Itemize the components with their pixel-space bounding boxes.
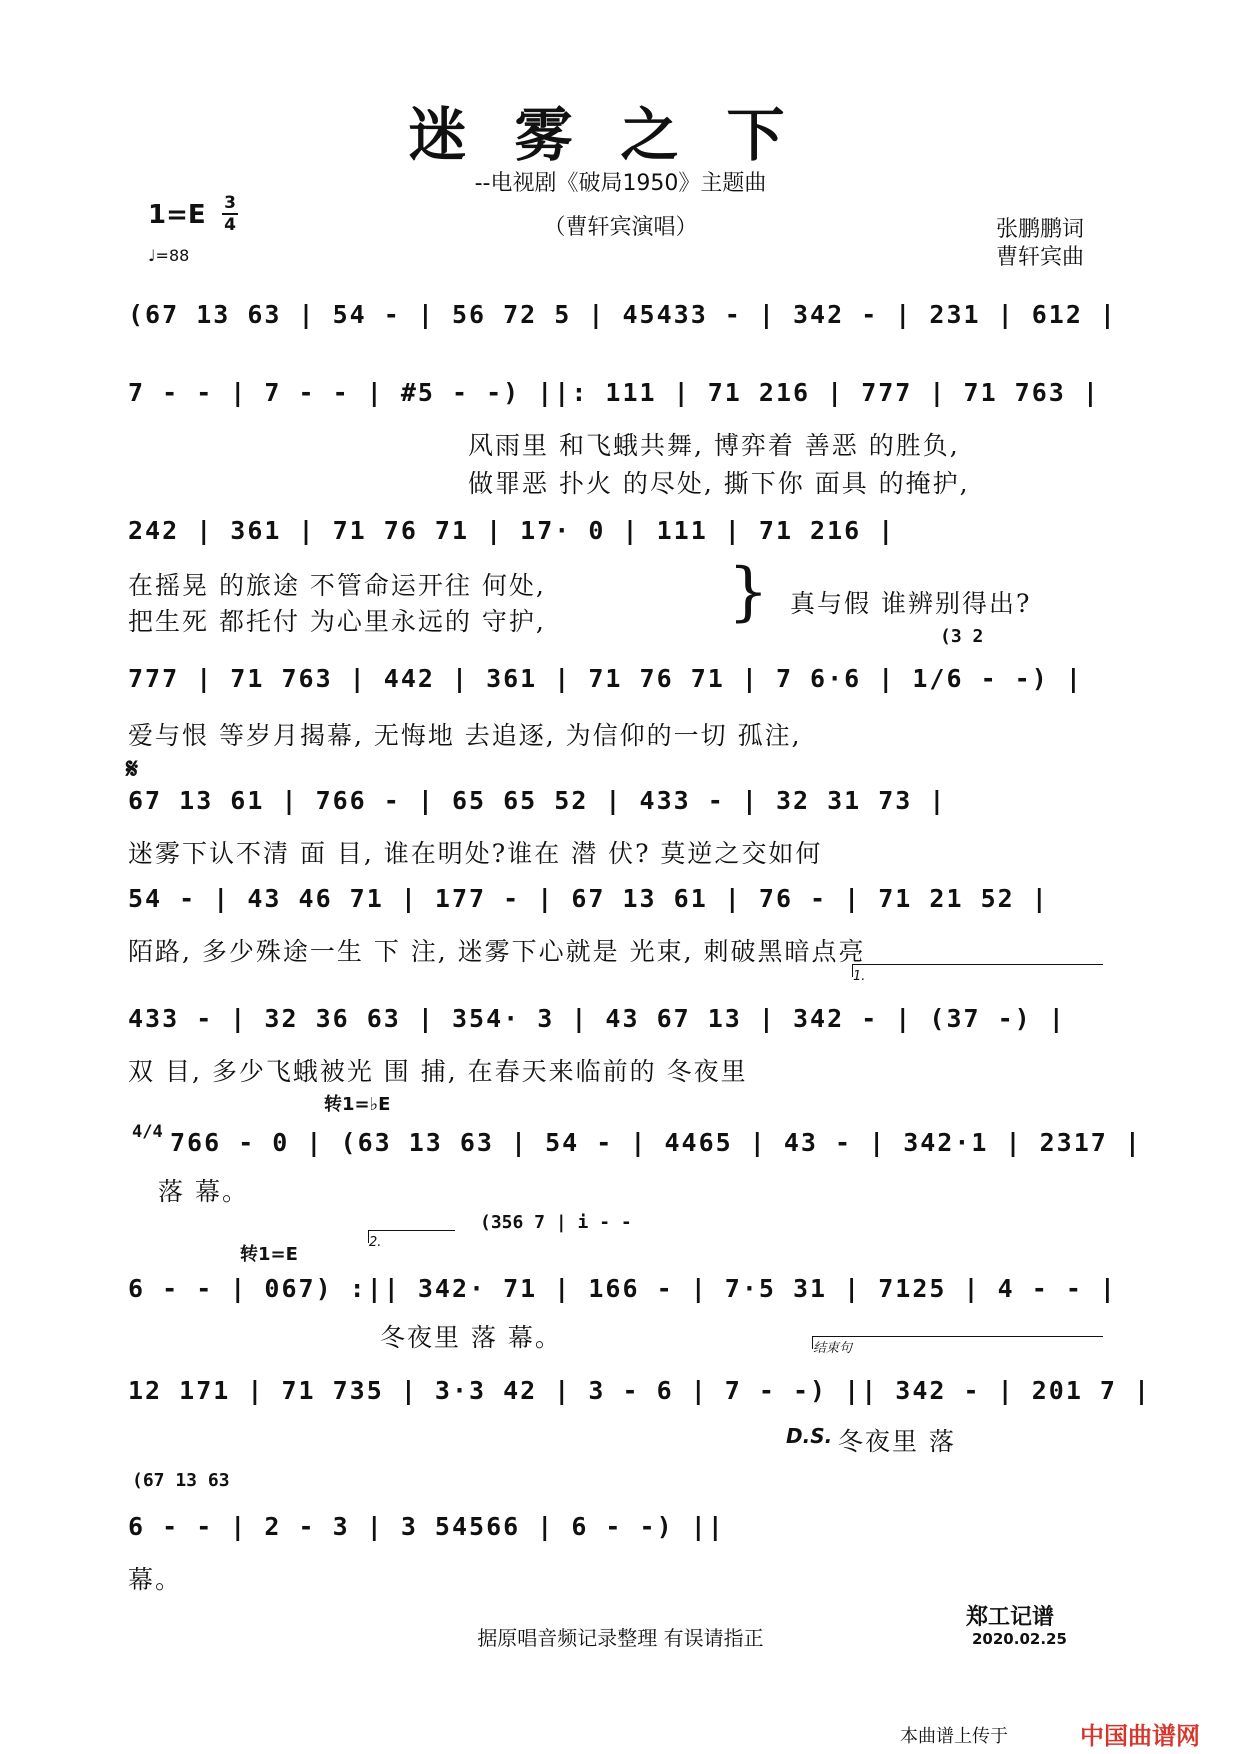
grace-notes-row-9: (356 7 | i - - [480, 1212, 632, 1233]
record-date: 2020.02.25 [972, 1630, 1067, 1648]
lyric-row-4: 爱与恨 等岁月揭幕, 无悔地 去追逐, 为信仰的一切 孤注, [128, 721, 802, 750]
grace-notes-row-11: (67 13 63 [132, 1470, 230, 1491]
lyric-row-8: 落 幕。 [158, 1177, 249, 1206]
modulation-row-8: 转1=♭E [324, 1094, 391, 1115]
dal-segno-marking: D.S. [786, 1424, 833, 1448]
footnote: 据原唱音频记录整理 有误请指正 [477, 1626, 764, 1650]
volta-bracket-1 [852, 964, 1103, 984]
score-row-6: 54 - | 43 46 71 | 177 - | 67 13 61 | 76 - | 71 21 52 | [128, 884, 1049, 913]
grace-notes-row-4: (3 2 [940, 626, 984, 647]
lyric-row-3-verse-1: 在摇晃 的旅途 不管命运开往 何处, [128, 571, 546, 600]
score-row-7: 433 - | 32 36 63 | 354· 3 | 43 67 13 | 342 - | (37 -) | [128, 1004, 1066, 1033]
meter-change: 4/4 [132, 1122, 163, 1142]
tempo-marking: ♩=88 [148, 246, 190, 265]
page-title: 迷雾之下 [408, 101, 833, 169]
score-row-5: 67 13 61 | 766 - | 65 65 52 | 433 - | 32 31 73 | [128, 786, 947, 815]
lyric-row-3-verse-2: 把生死 都托付 为心里永远的 守护, [128, 607, 546, 636]
score-row-1: (67 13 63 | 54 - | 56 72 5 | 45433 - | 342 - | 231 | 612 | [128, 300, 1117, 329]
site-logo-text[interactable]: 中国曲谱网 [1080, 1722, 1200, 1750]
score-row-10: 12 171 | 71 735 | 3·3 42 | 3 - 6 | 7 - -) || 342 - | 201 7 | [128, 1376, 1152, 1405]
upload-text: 本曲谱上传于 [900, 1726, 1008, 1747]
score-row-8: 766 - 0 | (63 13 63 | 54 - | 4465 | 43 - | 342·1 | 2317 | [170, 1128, 1142, 1157]
lyric-row-7: 双 目, 多少飞蛾被光 围 捕, 在春天来临前的 冬夜里 [128, 1057, 748, 1086]
lyric-row-5: 迷雾下认不清 面 目, 谁在明处?谁在 潜 伏? 莫逆之交如何 [128, 839, 823, 868]
singer-credit: （曹轩宾演唱） [543, 215, 698, 240]
volta-label-coda: 结束句 [813, 1341, 853, 1356]
volta-bracket-2 [368, 1230, 455, 1250]
time-signature [222, 194, 238, 234]
volta-label-1: 1. [853, 969, 866, 984]
time-bottom: 4 [224, 215, 236, 235]
lyric-row-3-shared: 真与假 谁辨别得出? [790, 589, 1032, 618]
lyric-row-9: 冬夜里 落 幕。 [380, 1323, 562, 1352]
lyric-row-11: 幕。 [128, 1565, 183, 1594]
segno-sign: 𝄋 [126, 752, 139, 785]
lyricist-credit: 张鹏鹏词 [996, 217, 1085, 242]
lyric-row-2-verse-1: 风雨里 和飞蛾共舞, 博弈着 善恶 的胜负, [468, 431, 960, 460]
lyric-row-10: 冬夜里 落 [838, 1427, 956, 1456]
time-top: 3 [224, 193, 236, 213]
key-signature: 1=E [148, 200, 206, 230]
score-row-4: 777 | 71 763 | 442 | 361 | 71 76 71 | 7 6·6 | 1/6 - -) | [128, 664, 1083, 693]
lyric-row-2-verse-2: 做罪恶 扑火 的尽处, 撕下你 面具 的掩护, [468, 469, 970, 498]
subtitle: --电视剧《破局1950》主题曲 [474, 171, 767, 196]
verse-brace: } [728, 555, 769, 629]
volta-bracket-coda [812, 1336, 1103, 1356]
score-row-2: 7 - - | 7 - - | #5 - -) ||: 111 | 71 216 | 777 | 71 763 | [128, 378, 1100, 407]
score-row-11: 6 - - | 2 - 3 | 3 54566 | 6 - -) || [128, 1512, 725, 1541]
score-row-9: 6 - - | 067) :|| 342· 71 | 166 - | 7·5 31 | 7125 | 4 - - | [128, 1274, 1117, 1303]
composer-credit: 曹轩宾曲 [996, 245, 1085, 270]
recorder-credit: 郑工记谱 [966, 1605, 1055, 1630]
score-row-3: 242 | 361 | 71 76 71 | 17· 0 | 111 | 71 216 | [128, 516, 896, 545]
volta-label-2: 2. [369, 1235, 382, 1250]
lyric-row-6: 陌路, 多少殊途一生 下 注, 迷雾下心就是 光束, 刺破黑暗点亮 [128, 937, 866, 966]
modulation-row-9: 转1=E [240, 1244, 298, 1265]
